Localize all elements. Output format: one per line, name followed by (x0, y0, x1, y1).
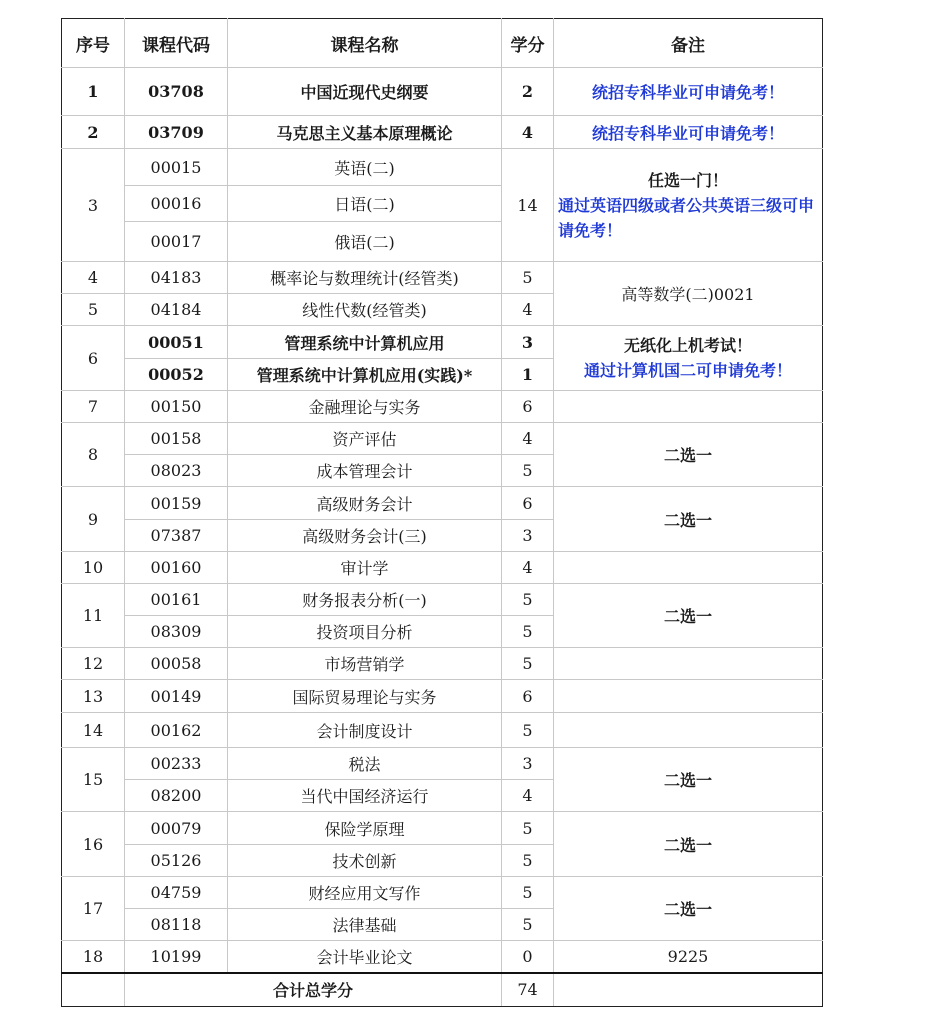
header-name: 课程名称 (228, 19, 502, 68)
course-note: 二选一 (554, 748, 823, 812)
course-credit: 5 (502, 648, 554, 680)
course-code: 00160 (125, 552, 228, 584)
note-line-1: 任选一门！ (647, 170, 728, 190)
course-code: 03708 (125, 68, 228, 116)
course-credit: 5 (502, 584, 554, 616)
course-name: 会计制度设计 (228, 713, 502, 748)
course-code: 04183 (125, 262, 228, 294)
course-code: 00159 (125, 487, 228, 520)
table-row (62, 116, 823, 149)
note-line-2: 通过计算机国二可申请免考！ (583, 361, 792, 380)
course-name: 保险学原理 (228, 812, 502, 845)
course-name: 财务报表分析(一) (228, 584, 502, 616)
course-name: 投资项目分析 (228, 616, 502, 648)
course-code: 00051 (125, 326, 228, 359)
note-line-1: 无纸化上机考试！ (623, 336, 752, 355)
table-row (62, 748, 823, 780)
header-code: 课程代码 (125, 19, 228, 68)
course-note (554, 149, 823, 262)
course-credit: 6 (502, 680, 554, 713)
row-no: 13 (62, 680, 125, 713)
course-note: 二选一 (554, 812, 823, 877)
course-code: 00158 (125, 423, 228, 455)
course-name: 技术创新 (228, 845, 502, 877)
table-row (62, 326, 823, 359)
table-row (62, 812, 823, 845)
row-no: 4 (62, 262, 125, 294)
course-code: 10199 (125, 941, 228, 973)
course-name: 俄语(二) (228, 222, 502, 262)
table-row (62, 584, 823, 616)
course-name: 中国近现代史纲要 (228, 68, 502, 116)
course-name: 高级财务会计(三) (228, 520, 502, 552)
course-note (554, 326, 823, 391)
course-note: 统招专科毕业可申请免考！ (554, 68, 823, 116)
note-line-2: 通过英语四级或者公共英语三级可申请免考！ (558, 195, 815, 240)
course-code: 00150 (125, 391, 228, 423)
course-code: 00233 (125, 748, 228, 780)
course-credit: 2 (502, 68, 554, 116)
course-code: 00162 (125, 713, 228, 748)
course-code: 03709 (125, 116, 228, 149)
total-note (554, 973, 823, 1007)
table-row (62, 648, 823, 680)
course-note (554, 648, 823, 680)
table-row (62, 877, 823, 909)
course-credit: 3 (502, 520, 554, 552)
table-row (62, 391, 823, 423)
total-label: 合计总学分 (125, 973, 502, 1007)
course-name: 英语(二) (228, 149, 502, 186)
course-name: 管理系统中计算机应用 (228, 326, 502, 359)
course-name: 国际贸易理论与实务 (228, 680, 502, 713)
course-code: 00079 (125, 812, 228, 845)
course-name: 市场营销学 (228, 648, 502, 680)
course-credit: 14 (502, 149, 554, 262)
course-credit: 1 (502, 359, 554, 391)
course-note: 二选一 (554, 877, 823, 941)
course-note: 高等数学(二)0021 (554, 262, 823, 326)
row-no: 18 (62, 941, 125, 973)
row-no: 16 (62, 812, 125, 877)
course-credit: 5 (502, 909, 554, 941)
course-code: 00017 (125, 222, 228, 262)
row-no: 14 (62, 713, 125, 748)
course-note (554, 391, 823, 423)
course-code: 00052 (125, 359, 228, 391)
header-row (62, 19, 823, 68)
course-code: 05126 (125, 845, 228, 877)
course-name: 资产评估 (228, 423, 502, 455)
total-blank (62, 973, 125, 1007)
course-code: 00058 (125, 648, 228, 680)
course-credit: 0 (502, 941, 554, 973)
table-row (62, 149, 823, 186)
total-row (62, 973, 823, 1007)
course-code: 08023 (125, 455, 228, 487)
course-table (61, 18, 823, 1007)
course-credit: 5 (502, 877, 554, 909)
table-row (62, 941, 823, 973)
course-code: 08118 (125, 909, 228, 941)
course-name: 审计学 (228, 552, 502, 584)
course-code: 08309 (125, 616, 228, 648)
course-code: 04759 (125, 877, 228, 909)
course-code: 04184 (125, 294, 228, 326)
total-credit: 74 (502, 973, 554, 1007)
table-row (62, 68, 823, 116)
table-row (62, 262, 823, 294)
course-name: 法律基础 (228, 909, 502, 941)
row-no: 12 (62, 648, 125, 680)
table-row (62, 680, 823, 713)
course-name: 线性代数(经管类) (228, 294, 502, 326)
course-credit: 4 (502, 552, 554, 584)
course-credit: 4 (502, 294, 554, 326)
row-no: 6 (62, 326, 125, 391)
table-row (62, 713, 823, 748)
row-no: 17 (62, 877, 125, 941)
header-note: 备注 (554, 19, 823, 68)
row-no: 1 (62, 68, 125, 116)
course-code: 00015 (125, 149, 228, 186)
course-credit: 5 (502, 713, 554, 748)
course-note (554, 713, 823, 748)
course-name: 财经应用文写作 (228, 877, 502, 909)
course-credit: 4 (502, 423, 554, 455)
course-credit: 4 (502, 780, 554, 812)
table-row (62, 552, 823, 584)
table-row (62, 487, 823, 520)
course-name: 日语(二) (228, 186, 502, 222)
row-no: 2 (62, 116, 125, 149)
table-row (62, 423, 823, 455)
row-no: 15 (62, 748, 125, 812)
course-credit: 3 (502, 326, 554, 359)
course-code: 07387 (125, 520, 228, 552)
course-note: 二选一 (554, 487, 823, 552)
course-note: 9225 (554, 941, 823, 973)
course-name: 会计毕业论文 (228, 941, 502, 973)
course-code: 00016 (125, 186, 228, 222)
course-note (554, 552, 823, 584)
course-note: 二选一 (554, 423, 823, 487)
course-credit: 3 (502, 748, 554, 780)
course-code: 08200 (125, 780, 228, 812)
course-credit: 5 (502, 262, 554, 294)
course-note: 统招专科毕业可申请免考！ (554, 116, 823, 149)
course-credit: 5 (502, 812, 554, 845)
course-note (554, 680, 823, 713)
course-credit: 4 (502, 116, 554, 149)
course-name: 马克思主义基本原理概论 (228, 116, 502, 149)
header-credit: 学分 (502, 19, 554, 68)
row-no: 3 (62, 149, 125, 262)
course-credit: 5 (502, 616, 554, 648)
header-no: 序号 (62, 19, 125, 68)
course-credit: 5 (502, 455, 554, 487)
row-no: 7 (62, 391, 125, 423)
course-credit: 6 (502, 391, 554, 423)
course-code: 00149 (125, 680, 228, 713)
row-no: 10 (62, 552, 125, 584)
row-no: 5 (62, 294, 125, 326)
course-name: 管理系统中计算机应用(实践)* (228, 359, 502, 391)
course-name: 金融理论与实务 (228, 391, 502, 423)
course-credit: 6 (502, 487, 554, 520)
row-no: 9 (62, 487, 125, 552)
course-name: 税法 (228, 748, 502, 780)
row-no: 11 (62, 584, 125, 648)
course-note: 二选一 (554, 584, 823, 648)
course-name: 当代中国经济运行 (228, 780, 502, 812)
course-name: 概率论与数理统计(经管类) (228, 262, 502, 294)
course-name: 高级财务会计 (228, 487, 502, 520)
course-name: 成本管理会计 (228, 455, 502, 487)
course-credit: 5 (502, 845, 554, 877)
row-no: 8 (62, 423, 125, 487)
course-code: 00161 (125, 584, 228, 616)
